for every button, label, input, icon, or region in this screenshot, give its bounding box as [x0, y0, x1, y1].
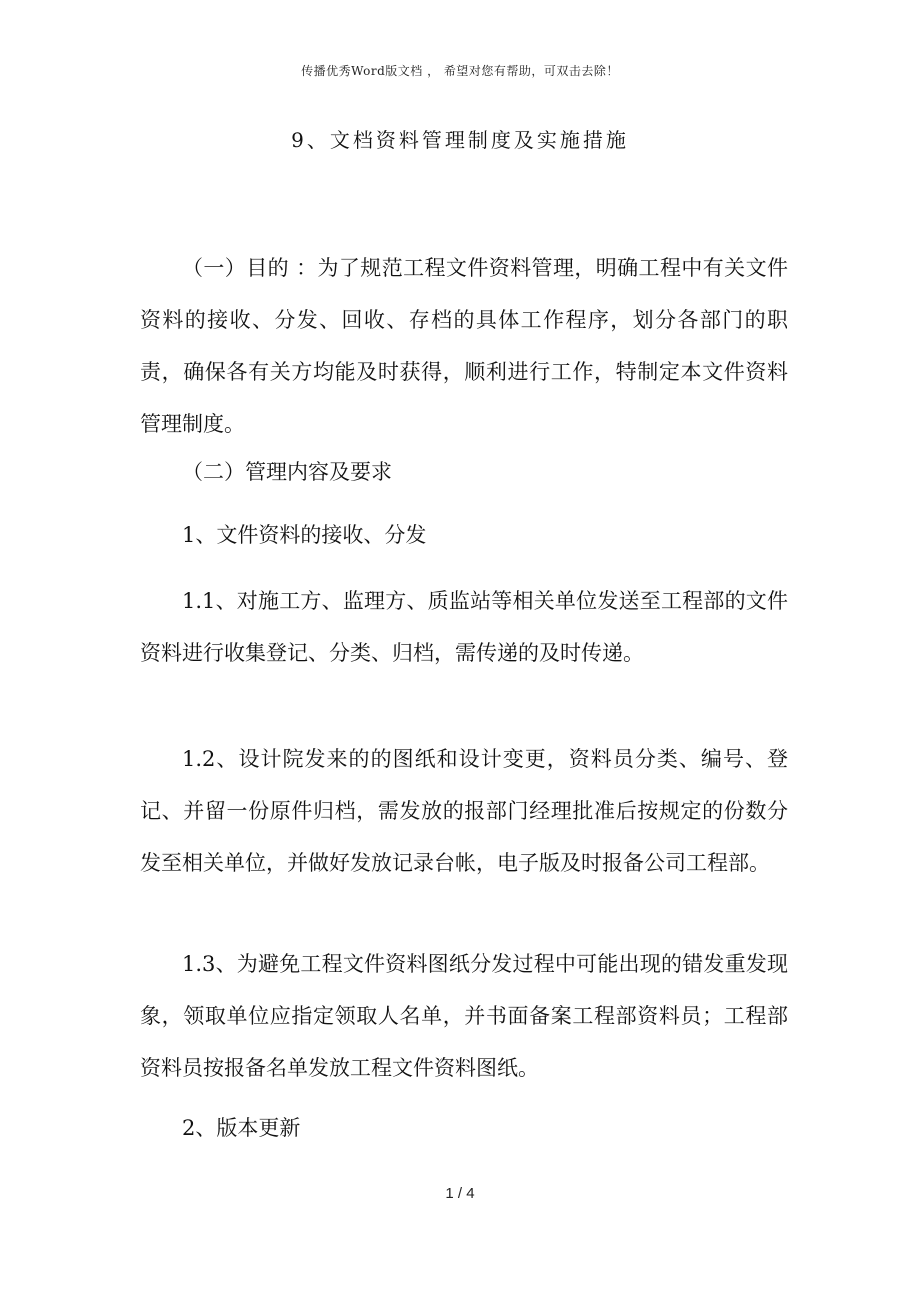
item1-heading: 1、文件资料的接收、分发: [182, 523, 427, 547]
item1-3-paragraph: 1.3、为避免工程文件资料图纸分发过程中可能出现的错发重发现象，领取单位应指定领取人名单，并书面备案工程部资料员；工程部资料员按报备名单发放工程文件资料图纸。: [140, 952, 788, 1080]
item2-heading: 2、版本更新: [182, 1116, 301, 1140]
item1-1-paragraph: 1.1、对施工方、监理方、质监站等相关单位发送至工程部的文件资料进行收集登记、分类、归档，需传递的及时传递。: [140, 589, 788, 665]
content-heading: （二）管理内容及要求: [182, 460, 392, 484]
item1-2-paragraph: 1.2、设计院发来的的图纸和设计变更，资料员分类、编号、登记、并留一份原件归档，需发放的报部门经理批准后按规定的份数分发至相关单位，并做好发放记录台帐，电子版及时报备公司工程部。: [140, 747, 788, 875]
purpose-paragraph: （一）目的 ：为了规范工程文件资料管理，明确工程中有关文件资料的接收、分发、回收、存档的具体工作程序，划分各部门的职责，确保各有关方均能及时获得，顺利进行工作，特制定本文件资料管理制度。: [140, 256, 788, 436]
page-number: 1 / 4: [445, 1185, 475, 1202]
document-title: 9、文档资料管理制度及实施措施: [291, 128, 629, 152]
header-note: 传播优秀Word版文档 ， 希望对您有帮助，可双击去除！: [301, 64, 619, 78]
